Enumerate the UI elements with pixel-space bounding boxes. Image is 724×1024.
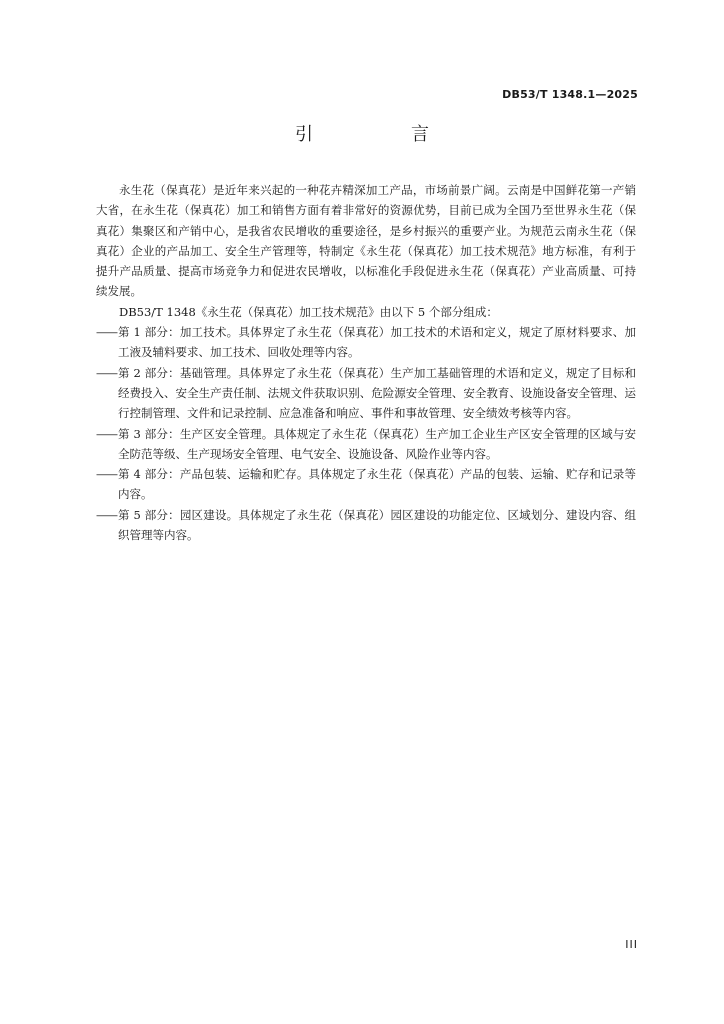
part-1-item: [96, 322, 636, 363]
part-4-text: 第 4 部分：产品包装、运输和贮存。具体规定了永生花（保真花）产品的包装、运输、贮存和记录等内容。: [118, 467, 636, 502]
composition-statement: DB53/T 1348《永生花（保真花）加工技术规范》由以下 5 个部分组成：: [119, 304, 498, 319]
part-3-item: [96, 424, 636, 465]
part-4-item: [96, 464, 636, 505]
page-title: 引 言: [295, 124, 469, 145]
part-5-item: [96, 505, 636, 546]
part-2-item: [96, 363, 636, 424]
page-number: III: [625, 938, 638, 951]
part-5-text: 第 5 部分：园区建设。具体规定了永生花（保真花）园区建设的功能定位、区域划分、建设内容、组织管理等内容。: [118, 507, 636, 543]
standard-code: DB53/T 1348.1—2025: [502, 88, 638, 101]
document-body: [96, 180, 636, 545]
list-dash: ——: [96, 507, 117, 522]
part-1-text: 第 1 部分：加工技术。具体界定了永生花（保真花）加工技术的术语和定义，规定了原材料要求、加工液及辅料要求、加工技术、回收处理等内容。: [118, 325, 636, 360]
list-dash: ——: [96, 325, 117, 340]
list-dash: ——: [96, 365, 117, 380]
list-dash: ——: [96, 426, 117, 441]
intro-paragraph: 永生花（保真花）是近年来兴起的一种花卉精深加工产品，市场前景广阔。云南是中国鲜花第一产销大省，在永生花（保真花）加工和销售方面有着非常好的资源优势，目前已成为全国乃至世界永生花（保真花）集聚区和产销中心，是我省农民增收的重要途径，是乡村振兴的重要产业。为规范云南永生花（保真花）企业的产品加工、安全生产管理等，特制定《永生花（保真花）加工技术规范》地方标准，有利于提升产品质量、提高市场竞争力和促进农民增收，以标准化手段促进永生花（保真花）产业高质量、可持续发展。: [96, 183, 636, 299]
list-dash: ——: [96, 467, 117, 482]
part-2-text: 第 2 部分：基础管理。具体界定了永生花（保真花）生产加工基础管理的术语和定义，规定了目标和经费投入、安全生产责任制、法规文件获取识别、危险源安全管理、安全教育、设施设备安全管理、运行控制管理、文件和记录控制、应急准备和响应、事件和事故管理、安全绩效考核等内容。: [118, 365, 636, 421]
part-3-text: 第 3 部分：生产区安全管理。具体规定了永生花（保真花）生产加工企业生产区安全管理的区域与安全防范等级、生产现场安全管理、电气安全、设施设备、风险作业等内容。: [118, 426, 636, 461]
